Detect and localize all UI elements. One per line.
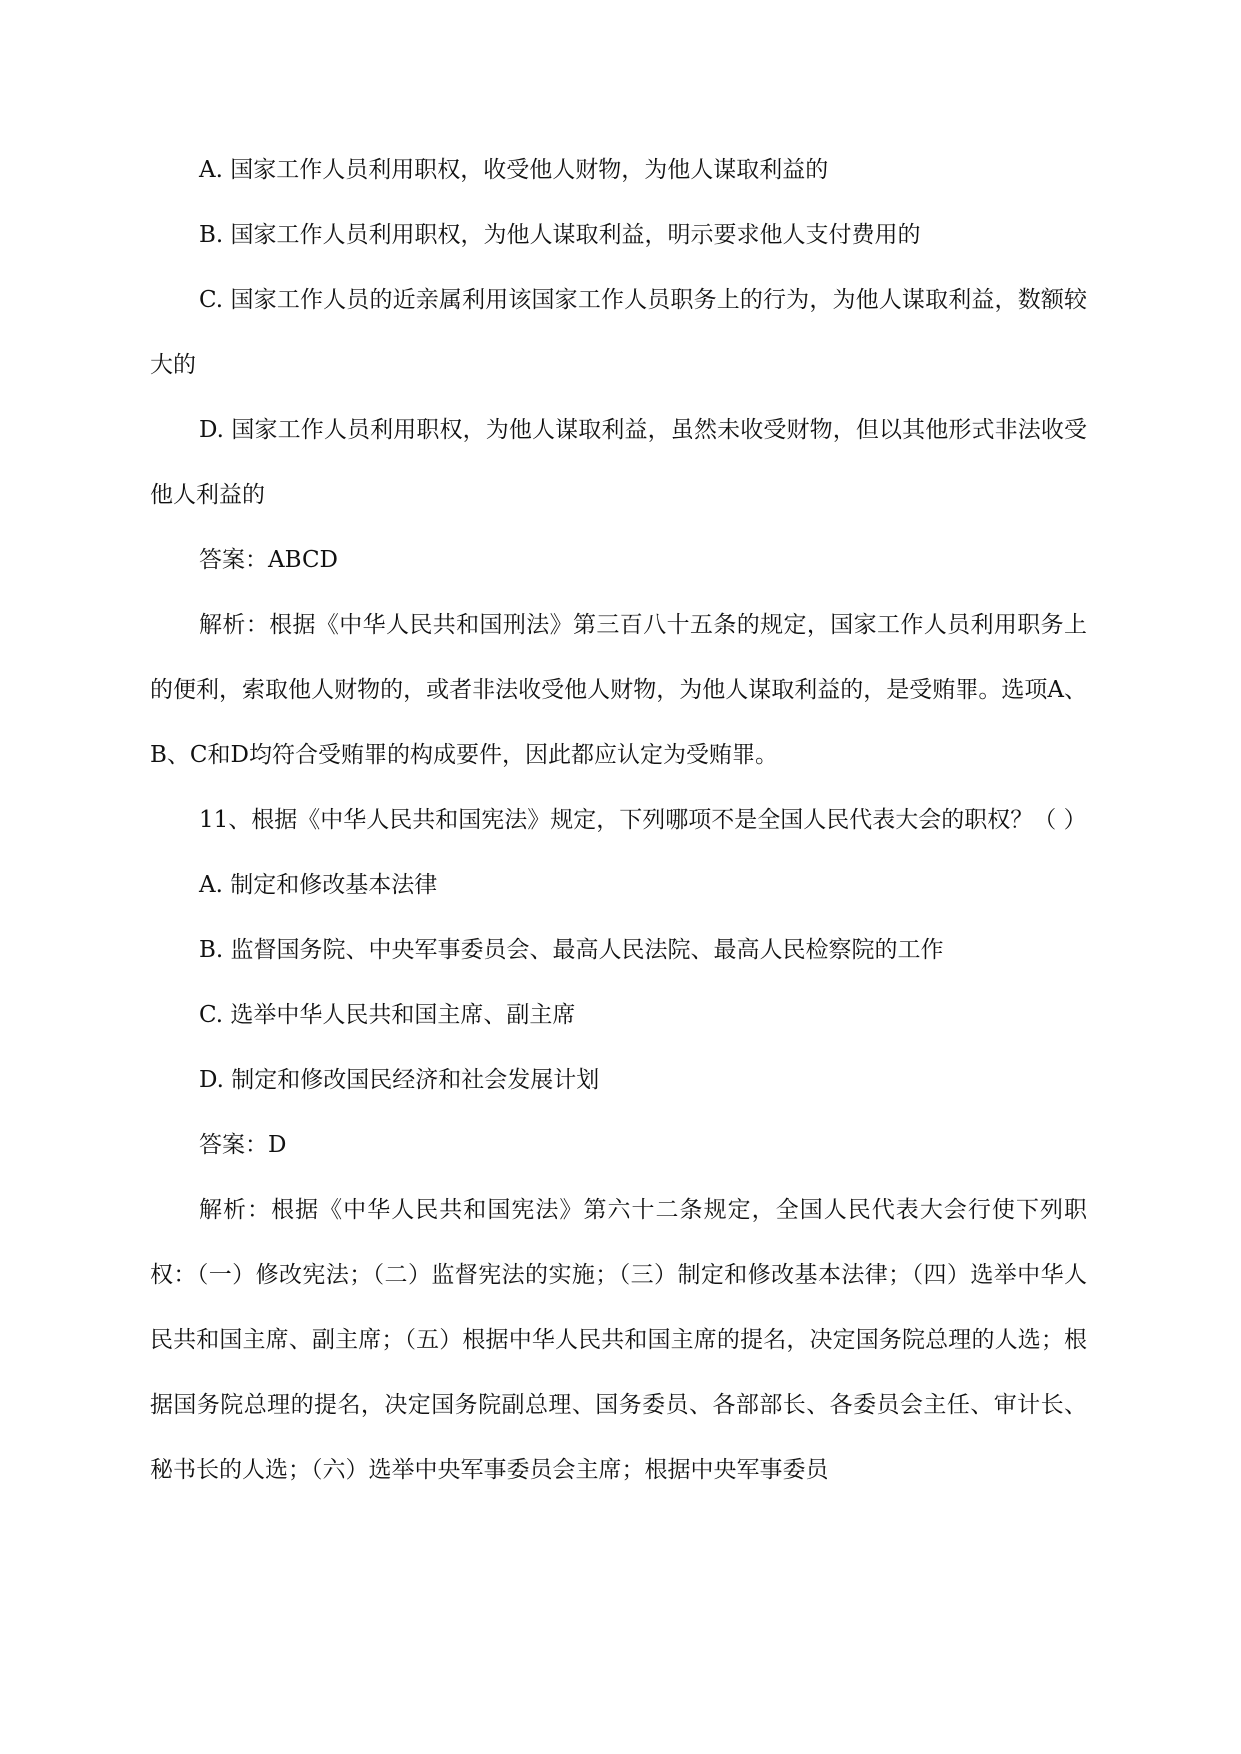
q11-analysis: 解析：根据《中华人民共和国宪法》第六十二条规定，全国人民代表大会行使下列职权：（一）修改宪法；（二）监督宪法的实施；（三）制定和修改基本法律；（四）选举中华人民共和国主席、副主席；（五）根据中华人民共和国主席的提名，决定国务院总理的人选；根据国务院总理的提名，决定国务院副总理、国务委员、各部部长、各委员会主任、审计长、秘书长的人选；（六）选举中央军事委员会主席；根据中央军事委员 xyxy=(150,1197,1087,1483)
q11-question: 11、根据《中华人民共和国宪法》规定，下列哪项不是全国人民代表大会的职权？（ ） xyxy=(199,807,1087,833)
q10-option-c: C. 国家工作人员的近亲属利用该国家工作人员职务上的行为，为他人谋取利益，数额较大的 xyxy=(150,287,1087,378)
q10-option-d: D. 国家工作人员利用职权，为他人谋取利益，虽然未收受财物，但以其他形式非法收受他人利益的 xyxy=(150,417,1087,508)
q11-option-d: D. 制定和修改国民经济和社会发展计划 xyxy=(199,1067,600,1093)
q10-analysis: 解析：根据《中华人民共和国刑法》第三百八十五条的规定，国家工作人员利用职务上的便利，索取他人财物的，或者非法收受他人财物，为他人谋取利益的，是受贿罪。选项A、B、C和D均符合受贿罪的构成要件，因此都应认定为受贿罪。 xyxy=(150,612,1087,768)
q10-answer: 答案：ABCD xyxy=(199,547,338,573)
q11-answer: 答案：D xyxy=(199,1132,287,1158)
q11-option-a: A. 制定和修改基本法律 xyxy=(199,872,438,898)
q11-option-c: C. 选举中华人民共和国主席、副主席 xyxy=(199,1002,576,1028)
q10-option-a: A. 国家工作人员利用职权，收受他人财物，为他人谋取利益的 xyxy=(199,157,829,183)
q10-option-b: B. 国家工作人员利用职权，为他人谋取利益，明示要求他人支付费用的 xyxy=(199,222,921,248)
document-page xyxy=(150,138,1087,1503)
q11-option-b: B. 监督国务院、中央军事委员会、最高人民法院、最高人民检察院的工作 xyxy=(199,937,944,963)
